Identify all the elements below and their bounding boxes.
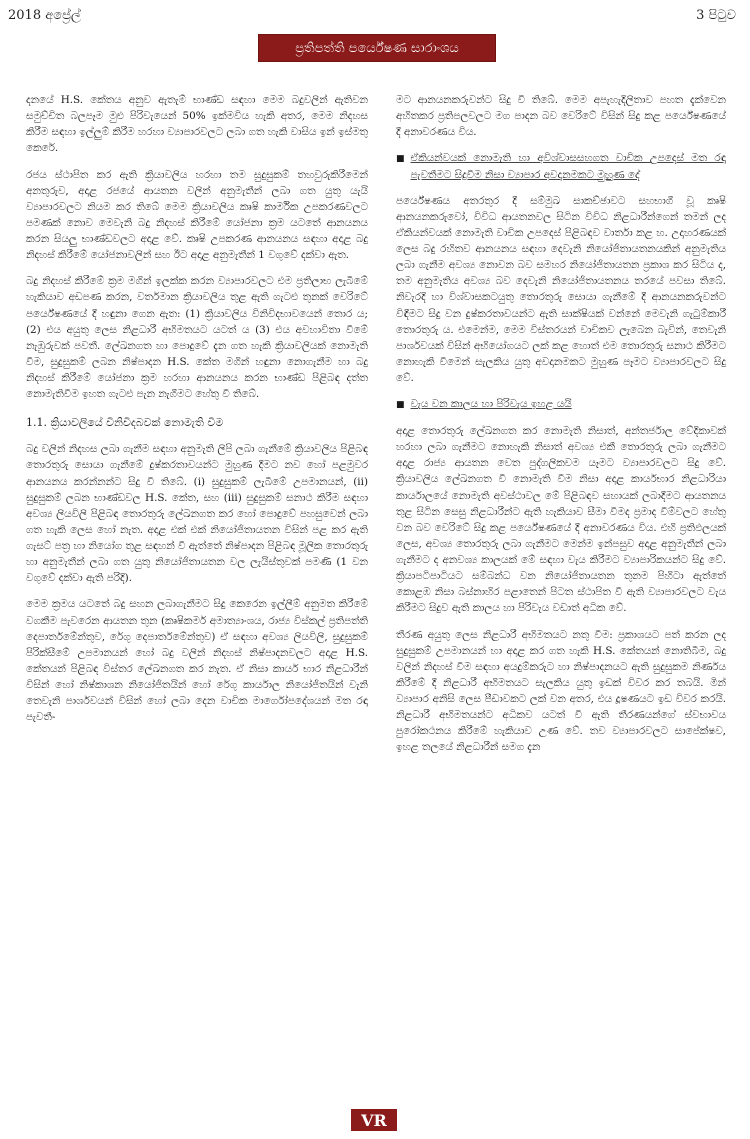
publication-date: 2018 අප්‍රේල් xyxy=(8,8,81,23)
paragraph: පර්යේෂණය අතරතුර දී සම්මුඛ සාකච්ඡාවට සහභාගී වූ කෘෂි ආනයනකරුවෝ, විවිධ ආයතනවල සිටින විවිධ නිළධාරීන්ගෙන් තමන් ලද ඒකියන්වයක් නොමැති වාචික උපදෙස් පිළිබඳව වාර්තා කළ හ. උදාහරණයක් ලෙස බදු රහිතව ආනයනය සඳහා දෙවැනි නියෝජිතායතනයකින් අනුමැතිය ලබා ගැනීම අවශ්‍ය නොවන බව සමහර නියෝජිතායතන ප්‍රකාශ කර සිටිය ද, තම අනුමැතිය අවශ්‍ය බව දෙවැනි නියෝජිතායතනය තරයේ පවසා තිබේ. නිවැරදි හා විශ්වාසකටයුතු තොරතුරු සොයා ගැනීමේ දී ආනයනකරුවන්ට විඳීමට සිදු වන දුෂ්කරතාවයන්ට ඇති සාක්ෂියක් වන්නේ මෙවැනි ගැටුම්කාරී තොරතුරු ය. එමෙන්ම, මෙම විස්තරයන් වාචිකව ලැබෙන බැවින්, තෙවැනි පාර්ශවයක් විසින් අභියෝගයට ලක් කළ හොත් එම තොරතුරු සනාථ කිරීමට නොහැකි වීමෙන් සැලකිය යුතු අවදානමකට මුහුණ පෑමට ව්‍යාපාරවලට සිදු වේ. xyxy=(396,194,726,384)
section-banner xyxy=(258,34,496,62)
verite-logo xyxy=(351,1109,397,1131)
square-bullet-icon: ■ xyxy=(396,154,405,165)
paragraph: දනයේ H.S. කේතය අනුව ඇතැම් භාණ්ඩ සඳහා මෙම බදුවලින් ඇතිවන සමුච්චිත බලපෑම මුළු පිරිවැයෙන් 50% ඉක්මවිය හැකි අතර, මෙම නිදහස කිරීම සඳහා ඉල්ලුම් කිරීම හරහා ව්‍යාපාරවලට ලබා ගත හැකි වාසිය ඉන් ඉස්මතු කෙරේ. xyxy=(26,94,368,155)
bullet-heading-text: වැය වන කාලය හා පිරිවැය ඉහළ යයි xyxy=(410,398,572,411)
paragraph: රජය ස්ථාපිත කර ඇති ක්‍රියාවලිය හරහා තම සුදුසුකම් තහවුරුකිරීමෙන් අනතුරුව, අදාළ රජයේ ආයතන වලින් අනුමැතීන් ලබා ගත යුතු යැයි ව්‍යාපාරවලට නියම කර තිබේ මෙම ක්‍රියාවලිය කෘෂි කාර්මික උපකරණවලට පමණක් නොව මෙවැනි බදු නිදහස් කිරීමේ යෝජනා ක්‍රම යටතේ ආනයනය කරන සියලු භාණ්ඩවලට අදාළ වේ. කෘෂි උපකරණ ආනයනය සඳහා අදාළ බදු නිදහස් කිරීමේ යෝජනාවලින් සහ ඊට අදාළ අනුමැතීන් 1 වගුවේ දක්වා ඇත. xyxy=(26,168,368,262)
bullet-heading xyxy=(396,396,726,413)
paragraph: බදු වලින් නිදහස ලබා ගැනීම සඳහා අනුමැති ලිපි ලබා ගැනීමේ ක්‍රියාවලිය පිළිබඳ තොරතුරු සොයා ගැනීමේ දුෂ්කරතාවයන්ට මුහුණ දීමට නව හෝ පළමුවර ආනයනය කරන්නන්ට සිදු වී තිබේ. (i) සුදුසුකම් ලැබීමේ උපමානයන්, (ii) සුදුසුකම් ලබන භාණ්ඩවල H.S. කේත, සහ (iii) සුදුසුකම් සනාථ කිරීම සඳහා අවශ්‍ය ලියවිලි පිළිබඳ තොරතුරු ලේඛනගත කර හෝ පොදුවේ පහසුවෙන් ලබා ගත හැකි ලෙස හෝ නැත. අදාළ එක් එක් නියෝජිතායතන විසින් පළ කර ඇති ගැසට් පත්‍ර හා නියෝග තුළ සඳහන් වී ඇත්තේ නිෂ්පාදන පිළිබඳ මූලික තොරතුරු හා අනුමැතීන් ලබා ගත යුතු නියෝජිතායතන වල ලැයිස්තුවක් පමණි (1 වන වගුවේ දක්වා ඇති පරිදි). xyxy=(26,443,368,585)
paragraph: බදු නිදහස් කිරීමේ ක්‍රම මගින් ඉලක්ක කරන ව්‍යාපාරවලට එම ප්‍රතිලාභ ලැබීමේ හැකියාව අඩපණ කරන, වර්තමාන ක්‍රියාවලිය තුළ ඇති ගැටළු තුනක් වෙරිටේ පර්යේෂණයේ දී හඳුනා ගෙන ඇත: (1) ක්‍රියාවලිය විනිවිදභාවයෙන් තොර ය; (2) එය අයුතු ලෙස නිළධාරී අභිමතයට යටත් ය (3) එය අවහාවිතා වීමේ නැඹුරුවක් පවතී. ලේඛනගත හා පොදුවේ දැන ගත හැකි ක්‍රියාවලියක් නොමැති වීම, සුදුසුකම් ලබන නිෂ්පාදන H.S. කේත මගින් හඳුනා නොගැනීම හා බදු නිදහස් කිරීමේ යෝජනා ක්‍රම හරහා ආනයනය කරන භාණ්ඩ පිළිබඳ දත්ත නොමැතිවීම ඉහත ගැටළු පැන නැගීමට හේතු වී තිබේ. xyxy=(26,275,368,401)
banner-title: ප්‍රතිපත්ති පර්යේෂණ සාරාංශය xyxy=(295,40,459,56)
left-column xyxy=(26,92,368,735)
bullet-heading xyxy=(396,150,726,182)
paragraph: මට ආනයනකරුවන්ට සිදු වී තිබේ. මෙම අපැහැදිලිතාව පහත දැක්වෙන අහිතකර ප්‍රතිපලවලට මග පාදන බව වෙරිටේ විසින් සිදු කළ පර්යේෂණයේ දී අනාවරණය විය. xyxy=(396,94,726,139)
square-bullet-icon: ■ xyxy=(396,400,405,411)
page-number: 3 පිටුව xyxy=(696,8,736,23)
vr-logo-icon xyxy=(357,1111,391,1129)
logo-text: VR xyxy=(361,1111,387,1129)
section-heading: 1.1. ක්‍රියාවලියේ විනිවිදබවක් නොමැති වීම xyxy=(26,416,224,430)
paragraph: මෙම ක්‍රමය යටතේ බදු සහන ලබාගැනීමට සිදු කෙරෙන ඉල්ලීම් අනුමත කිරීමේ වගකීම පැවරෙන ආයතන තුන (කෘෂිකර්ම අමාත්‍යාංශය, රාජ්‍ය විස්කල් ප්‍රතිපත්ති දෙපාර්තමේන්තුව, රේගු දෙපාර්තමේන්තුව) ඒ සඳහා අවශ්‍ය ලියවිලි, සුදුසුකම් පිරික්සීමේ උපමානයන් හෝ බදු වලින් නිදහස් නිෂ්පාදනවලට අදාළ H.S. කේතයන් පිළිබඳ විස්තර ලේඛනගත කර නැත. ඒ නිසා කාර්ය භාර නිළධාරීන් විසින් හෝ නිෂ්කාශන නියෝජිතයින් හෝ රේගු කාර්යාල නියෝජිතයින් වැනි තෙවැනි පාර්ශවයන් විසින් හෝ ලබා දෙන වාචික මාර්ගෝපදේශයන් මත රඳා පැවතී- xyxy=(26,598,368,724)
right-column xyxy=(396,92,726,766)
paragraph: තීරණ අයුතු ලෙස නිළධාරී අභිමතයට නතු වීම: ප්‍රකාශයට පත් කරන ලද සුදුසුකම් උපමානයන් හා අදාළ කර ගත හැකි H.S. කේතයන් නොතිබීම, බදු වලින් නිදහස් වීම සඳහා අයදුම්කරුට හා නිෂ්පාදනයට ඇති සුදුසුකම නිර්ණය කිරීමේ දී නිළධාරී අභිමතයට සැලකිය යුතු ඉඩක් විවර කර තබයි. මින් ව්‍යාපාර අනිසි ලෙස පීඩාවකට ලක් වන අතර, එය දූෂණයට ඉඩ විවර කරයි. නිළධාරී අභිමතයන්ට අධිකව යටත් වී ඇති තීරණයන්ගේ ස්වභාවය පුරෝකථනය කිරීමේ හැකියාව උණ වේ. තව ව්‍යාපාරවලට සාපේක්ෂව, ඉහළ තලයේ නිළධාරීන් සමග දැන xyxy=(396,628,726,754)
bullet-heading-text: ඒකියන්වයක් නොමැති හා අවිශ්වාසසහගත වාචික උපදෙස් මත රඳා පැවතීමට සිදුවීම නිසා ව්‍යාපාර අවදානමකට මුහුණ දේ xyxy=(410,152,726,181)
paragraph: අදාළ තොරතුරු ලේඛනගත කර නොමැති නිසාත්, අන්තර්ජාල වේදිකාවක් හරහා ලබා ගැනීමට නොහැකි නිසාත් අවශ්‍ය එකී තොරතුරු ලබා ගැනීමට අදාළ රාජ්‍ය ආයතන වෙත පුද්ගලිකවම යෑමට ව්‍යාපාරවලට සිදු වේ. ක්‍රියාවලිය ලේඛනගත වී නොමැති වීම නිසා අදාළ කාර්යභාර නිළධාරියා කාර්යාලයේ නොමැති අවස්ථාවල මේ පිළිබඳව සහායක් ලබාදීමට ආයතනය තුළ සිටින සෙසු නිළධාරීන්ට ඇති හැකියාව සීමා වීමද ප්‍රමාද වීම්වලට හේතු වන බව වෙරිටේ සිදු කළ පර්යේෂණයේ දී අනාවරණය විය. එහි ප්‍රතිඵලයක් ලෙස, අවශ්‍ය තොරතුරු ලබා ගැනීමට මෙන්ම ඉන්පසුව අදාළ අනුමැතීන් ලබා ගැනීමට ද අනවශ්‍ය කාලයක් මේ සඳහා වැය කිරීමට ව්‍යාපාරිකයන්ට සිදු වේ. ක්‍රියාපටිපාටියට සම්බන්ධ වන නියෝජිතායතන තුනම පිහිටා ඇත්තේ කොළඹ නිසා බස්නාහිර පළාතෙන් පිටත ස්ථාපිත වී ඇති ව්‍යාපාරවලට වැය කිරීමට සිදුව ඇති කාලය හා පිරිවැය වඩාත් අධික වේ. xyxy=(396,425,726,615)
